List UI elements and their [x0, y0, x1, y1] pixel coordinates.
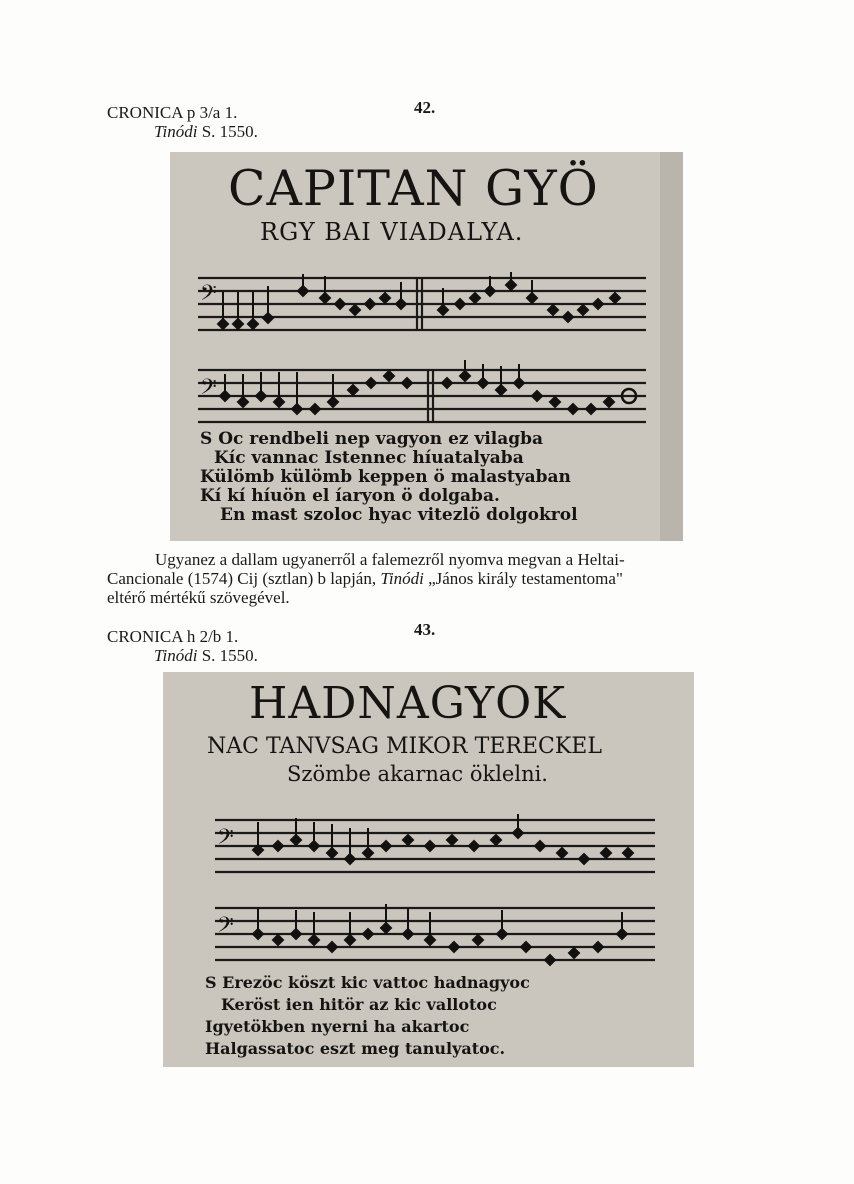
- plate-title-line-1: HADNAGYOK: [249, 678, 567, 729]
- lyric-line: Kí kí híuön el íaryon ö dolgaba.: [200, 486, 500, 506]
- author-name: Tinódi: [154, 122, 198, 141]
- facsimile-image-42: [170, 152, 683, 541]
- lyric-line: Külömb külömb keppen ö malastyaban: [200, 467, 571, 487]
- plate-title-line-2: NAC TANVSAG MIKOR TERECKEL: [207, 734, 602, 759]
- facsimile-image-43: [163, 672, 694, 1067]
- item-number-42: 42.: [414, 98, 436, 117]
- plate-title-line-3: Szömbe akarnac öklelni.: [287, 762, 548, 786]
- paragraph-author: Tinódi: [380, 569, 424, 588]
- svg-text:𝄢: 𝄢: [217, 825, 234, 855]
- author-year: S. 1550.: [197, 646, 258, 665]
- lyric-line: En mast szoloc hyac vitezlö dolgokrol: [220, 505, 578, 525]
- lyric-line: Keröst ien hitör az kic vallotoc: [221, 995, 497, 1014]
- lyric-line: Igyetökben nyerni ha akartoc: [205, 1017, 470, 1036]
- plate-lyrics: [200, 430, 578, 525]
- plate-lyrics: [205, 972, 530, 1060]
- svg-text:𝄢: 𝄢: [200, 375, 217, 405]
- source-line: CRONICA h 2/b 1.: [107, 627, 239, 646]
- author-year: S. 1550.: [197, 122, 258, 141]
- paragraph-text: „János király testamentoma": [423, 569, 623, 588]
- svg-text:𝄢: 𝄢: [200, 281, 217, 311]
- lyric-line: S Oc rendbeli nep vagyon ez vilagba: [200, 429, 544, 449]
- paragraph-line-1: Ugyanez a dallam ugyanerről a falemezről nyomva megvan a Heltai-: [155, 550, 625, 569]
- lyric-line: Halgassatoc eszt meg tanulyatoc.: [205, 1039, 506, 1058]
- paragraph-text: Cancionale (1574) Cij (sztlan) b lapján,: [107, 569, 381, 588]
- svg-text:𝄢: 𝄢: [217, 913, 234, 943]
- paragraph-line-2: [107, 569, 747, 588]
- lyric-line: Kíc vannac Istennec híuatalyaba: [214, 448, 524, 468]
- source-reference-43: [107, 627, 258, 665]
- item-number-43: 43.: [414, 620, 436, 639]
- plate-title-line-1: CAPITAN GYÖ: [228, 160, 599, 217]
- plate-title-line-2: RGY BAI VIADALYA.: [260, 218, 524, 246]
- lyric-line: S Erezöc köszt kic vattoc hadnagyoc: [205, 973, 530, 992]
- author-name: Tinódi: [154, 646, 198, 665]
- paragraph-line-3: eltérő mértékű szövegével.: [107, 588, 290, 607]
- source-line: CRONICA p 3/a 1.: [107, 103, 238, 122]
- author-line: [107, 646, 258, 665]
- source-reference-42: [107, 103, 258, 141]
- commentary-paragraph: [107, 550, 747, 607]
- author-line: [107, 122, 258, 141]
